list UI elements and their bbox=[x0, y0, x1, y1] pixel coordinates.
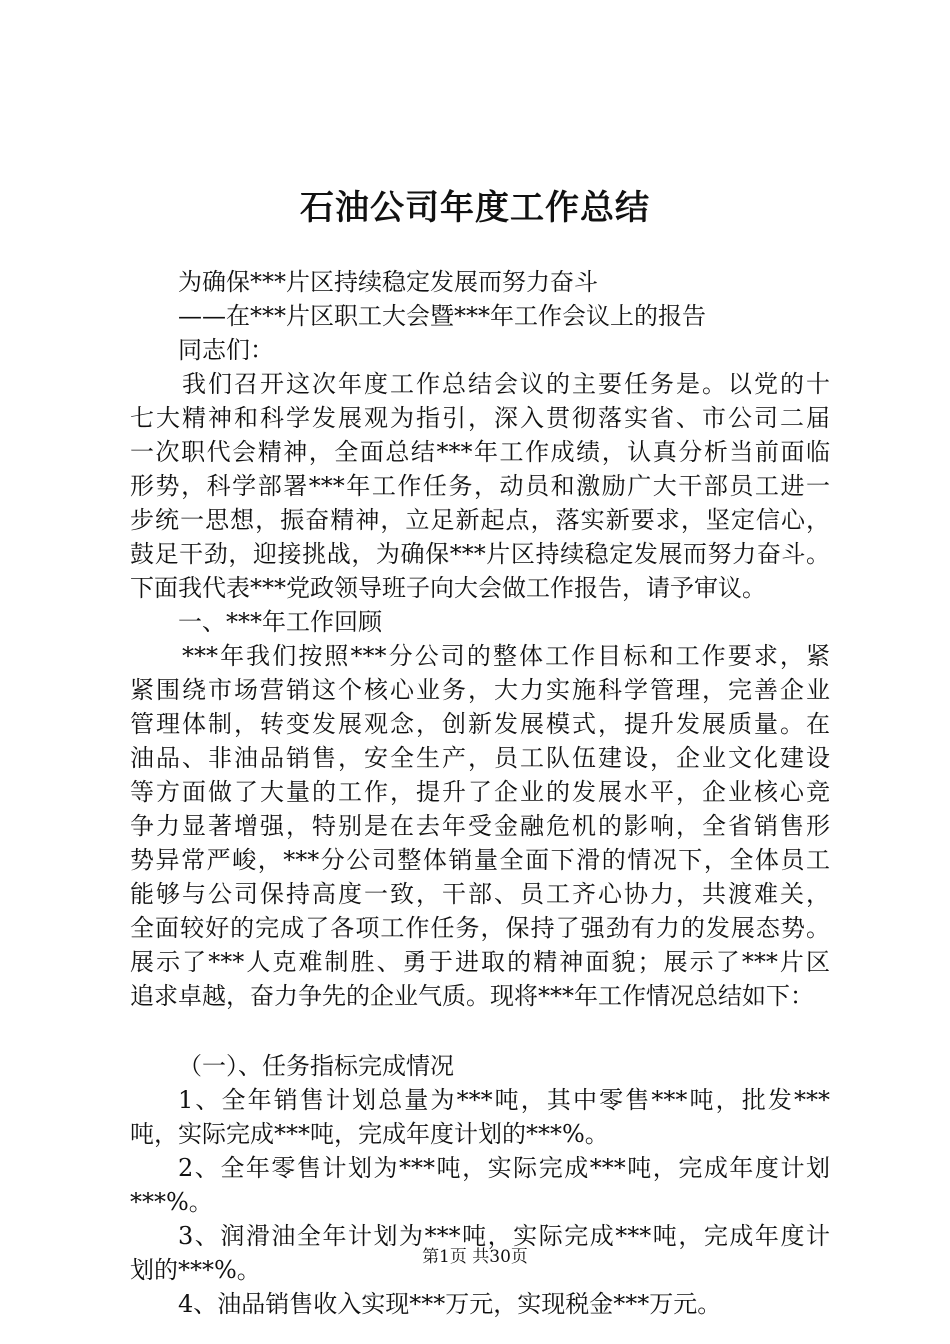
item-line: 吨，实际完成***吨，完成年度计划的***%。 bbox=[130, 1120, 609, 1148]
paragraph-gap bbox=[130, 1013, 830, 1049]
review-line: 追求卓越，奋力争先的企业气质。现将***年工作情况总结如下： bbox=[130, 982, 814, 1010]
intro-line: 步统一思想，振奋精神，立足新起点，落实新要求，坚定信心， bbox=[130, 506, 830, 534]
review-line: 能够与公司保持高度一致，干部、员工齐心协力，共渡难关， bbox=[130, 880, 830, 908]
intro-line: 一次职代会精神，全面总结***年工作成绩，认真分析当前面临 bbox=[130, 438, 830, 466]
review-line: 展示了***人克难制胜、勇于进取的精神面貌；展示了***片区 bbox=[130, 948, 830, 976]
item-line: 4、油品销售收入实现***万元，实现税金***万元。 bbox=[178, 1290, 722, 1318]
intro-line: 七大精神和科学发展观为指引，深入贯彻落实省、市公司二届 bbox=[130, 404, 830, 432]
review-line: 管理体制，转变发展观念，创新发展模式，提升发展质量。在 bbox=[130, 710, 830, 738]
document-title: 石油公司年度工作总结 bbox=[300, 188, 650, 228]
intro-line: 下面我代表***党政领导班子向大会做工作报告，请予审议。 bbox=[130, 574, 766, 602]
review-line: 势异常严峻，***分公司整体销量全面下滑的情况下，全体员工 bbox=[130, 846, 830, 874]
item-line: 划的***%。 bbox=[130, 1256, 261, 1284]
subtitle-line: 为确保***片区持续稳定发展而努力奋斗 bbox=[178, 268, 598, 296]
subtitle-report-line: ——在***片区职工大会暨***年工作会议上的报告 bbox=[178, 302, 706, 330]
review-line: 争力显著增强，特别是在去年受金融危机的影响，全省销售形 bbox=[130, 812, 830, 840]
review-line: 油品、非油品销售，安全生产，员工队伍建设，企业文化建设 bbox=[130, 744, 830, 772]
salutation: 同志们： bbox=[178, 336, 274, 364]
review-line: ***年我们按照***分公司的整体工作目标和工作要求，紧 bbox=[182, 642, 830, 670]
item-line: ***%。 bbox=[130, 1188, 213, 1216]
review-line: 紧围绕市场营销这个核心业务，大力实施科学管理，完善企业 bbox=[130, 676, 830, 704]
review-line: 全面较好的完成了各项工作任务，保持了强劲有力的发展态势。 bbox=[130, 914, 830, 942]
intro-line: 鼓足干劲，迎接挑战，为确保***片区持续稳定发展而努力奋斗。 bbox=[130, 540, 830, 568]
intro-line: 我们召开这次年度工作总结会议的主要任务是。以党的十 bbox=[182, 370, 830, 398]
intro-line: 形势，科学部署***年工作任务，动员和激励广大干部员工进一 bbox=[130, 472, 830, 500]
subsection-heading: （一）、任务指标完成情况 bbox=[178, 1052, 454, 1080]
item-line: 3、润滑油全年计划为***吨，实际完成***吨，完成年度计 bbox=[178, 1222, 830, 1250]
item-line: 1、全年销售计划总量为***吨，其中零售***吨，批发*** bbox=[178, 1086, 830, 1114]
page-number-footer: 第1页 共30页 bbox=[422, 1247, 528, 1267]
section-heading: 一、***年工作回顾 bbox=[178, 608, 382, 636]
review-line: 等方面做了大量的工作，提升了企业的发展水平，企业核心竞 bbox=[130, 778, 830, 806]
document-body bbox=[130, 265, 830, 1321]
item-line: 2、全年零售计划为***吨，实际完成***吨，完成年度计划 bbox=[178, 1154, 830, 1182]
